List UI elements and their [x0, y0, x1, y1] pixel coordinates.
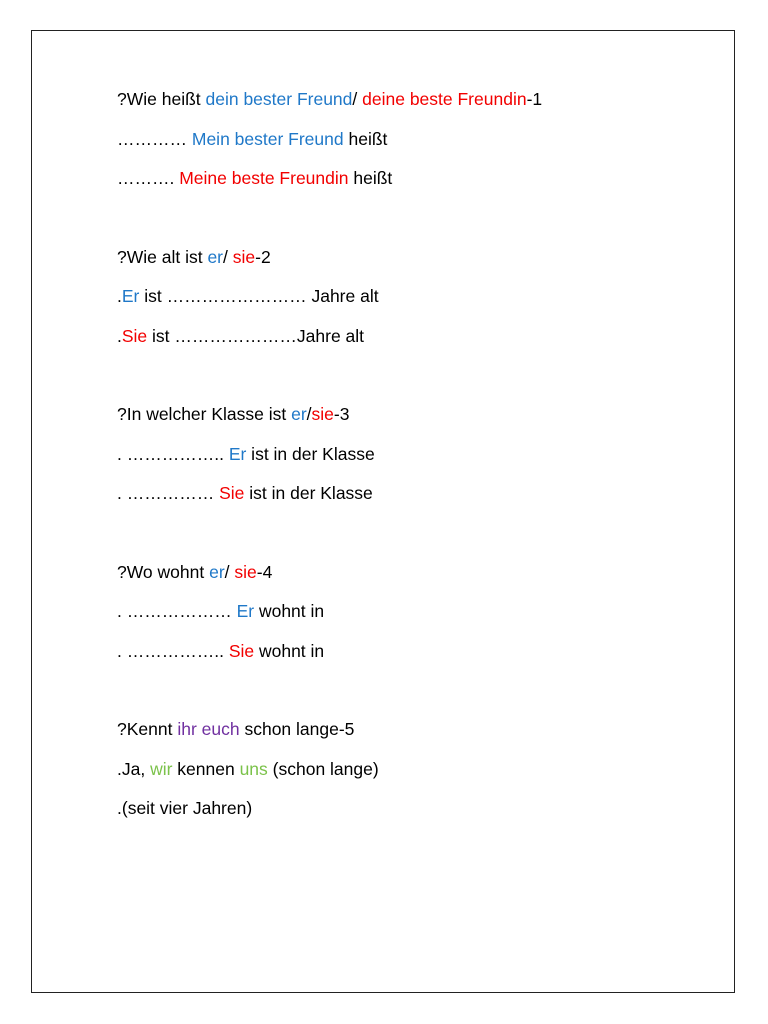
text-segment: ist in der Klasse — [246, 443, 375, 464]
answer-line — [117, 480, 717, 520]
block-spacer — [117, 520, 717, 559]
text-segment: .Ja, — [117, 758, 151, 779]
text-segment: Er — [236, 601, 255, 621]
text-segment: / — [223, 246, 233, 267]
question-block-2 — [117, 244, 717, 363]
text-segment: er — [291, 404, 307, 424]
text-segment: -2 — [255, 246, 271, 267]
question-line — [117, 244, 717, 284]
text-segment: . …………….. — [117, 640, 229, 661]
question-line — [117, 86, 717, 126]
answer-line — [117, 126, 717, 166]
text-segment: kennen — [172, 758, 240, 779]
text-segment: wohnt in — [254, 640, 325, 661]
text-segment: -3 — [333, 404, 350, 424]
question-line — [117, 716, 717, 756]
text-segment: deine beste Freundin — [362, 89, 527, 109]
text-segment: sie — [311, 404, 334, 424]
text-segment: ?Wie alt ist — [117, 246, 208, 267]
text-segment: wir — [150, 758, 173, 779]
answer-line — [117, 756, 717, 796]
question-block-5 — [117, 716, 717, 835]
text-segment: .(seit vier Jahren) — [117, 798, 253, 818]
question-block-4 — [117, 559, 717, 678]
text-segment: wohnt in — [254, 601, 325, 621]
text-segment: ?Wie heißt — [117, 89, 206, 109]
question-line — [117, 401, 717, 441]
text-segment: ist …………………… Jahre alt — [139, 286, 379, 306]
text-segment: ………. — [117, 168, 180, 188]
text-segment: heißt — [343, 128, 388, 149]
text-segment: -4 — [256, 561, 273, 582]
answer-line — [117, 165, 717, 205]
answer-line — [117, 323, 717, 363]
block-spacer — [117, 205, 717, 244]
text-segment: sie — [232, 246, 256, 267]
block-spacer — [117, 677, 717, 716]
text-segment: er — [207, 246, 224, 267]
text-segment: . — [117, 286, 122, 306]
block-spacer — [117, 362, 717, 401]
text-segment: / — [352, 89, 363, 109]
text-segment: Er — [121, 286, 140, 306]
text-segment: Sie — [228, 640, 255, 661]
text-segment: / — [306, 404, 312, 424]
text-segment: heißt — [348, 168, 393, 188]
text-segment: ?Wo wohnt — [117, 561, 210, 582]
text-segment: Mein bester Freund — [191, 128, 344, 149]
answer-line — [117, 795, 717, 835]
text-segment: (schon lange) — [267, 758, 379, 779]
text-segment: -1 — [526, 89, 543, 109]
text-segment: ist in der Klasse — [244, 483, 373, 503]
answer-line — [117, 283, 717, 323]
text-segment: . …………….. — [117, 443, 229, 464]
question-line — [117, 559, 717, 599]
text-segment: dein bester Freund — [205, 89, 353, 109]
text-segment: ………… — [117, 128, 192, 149]
text-segment: . ……………… — [117, 601, 237, 621]
answer-line — [117, 638, 717, 678]
text-segment: Sie — [121, 325, 148, 346]
text-segment: Er — [228, 443, 247, 464]
text-segment: ?In welcher Klasse ist — [117, 404, 292, 424]
text-segment: schon lange-5 — [239, 719, 355, 739]
text-segment: . — [117, 325, 122, 346]
worksheet-content — [117, 86, 717, 835]
text-segment: uns — [239, 758, 268, 779]
text-segment: ihr euch — [177, 719, 240, 739]
text-segment: / — [224, 561, 235, 582]
text-segment: Sie — [219, 483, 245, 503]
answer-line — [117, 441, 717, 481]
text-segment: . …………… — [117, 483, 220, 503]
answer-line — [117, 598, 717, 638]
question-block-1 — [117, 86, 717, 205]
text-segment: er — [209, 561, 225, 582]
text-segment: Meine beste Freundin — [179, 168, 349, 188]
text-segment: ist …………………Jahre alt — [147, 325, 365, 346]
text-segment: sie — [234, 561, 257, 582]
question-block-3 — [117, 401, 717, 520]
text-segment: ?Kennt — [117, 719, 178, 739]
